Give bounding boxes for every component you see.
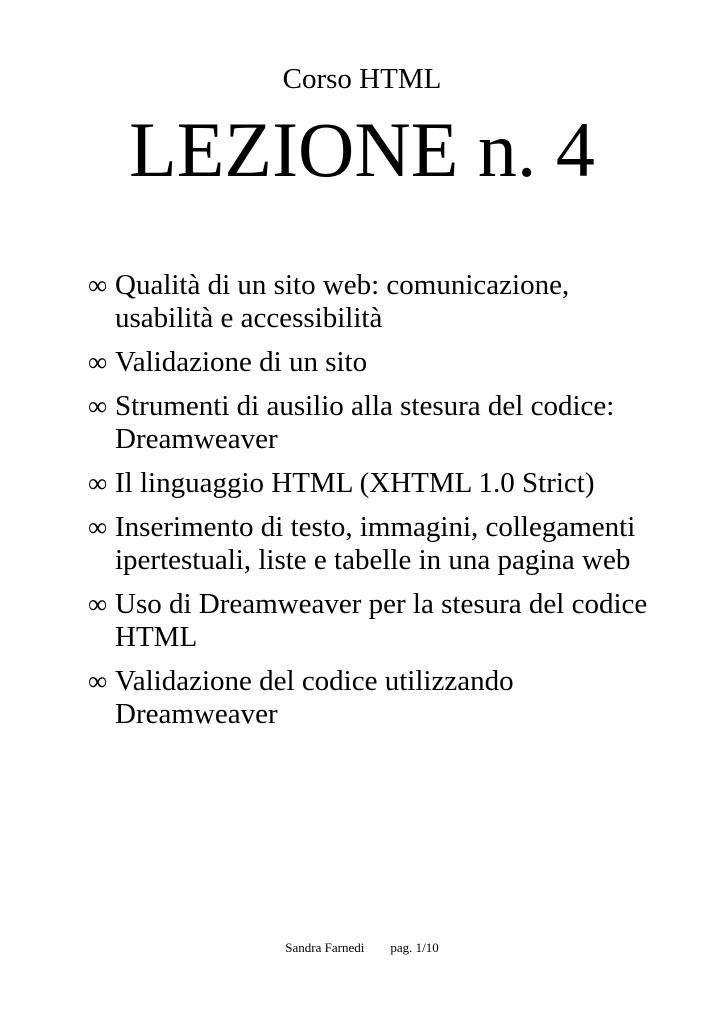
topic-text: Validazione del codice utilizzando Dreamweaver bbox=[115, 665, 514, 730]
infinity-bullet-icon: ∞ bbox=[88, 270, 108, 300]
topic-text: Qualità di un sito web: comunicazione, usabilità e accessibilità bbox=[115, 269, 570, 334]
topic-text: Strumenti di ausilio alla stesura del codice: Dreamweaver bbox=[115, 390, 615, 455]
infinity-bullet-icon: ∞ bbox=[88, 391, 108, 421]
page-footer bbox=[0, 940, 724, 956]
list-item bbox=[88, 511, 668, 577]
list-item bbox=[88, 467, 668, 500]
footer-page-number: pag. 1/10 bbox=[390, 940, 439, 955]
list-item bbox=[88, 269, 668, 335]
infinity-bullet-icon: ∞ bbox=[88, 468, 108, 498]
page-title: LEZIONE n. 4 bbox=[129, 106, 595, 193]
infinity-bullet-icon: ∞ bbox=[88, 589, 108, 619]
topic-text: Inserimento di testo, immagini, collegamenti ipertestuali, liste e tabelle in una pagina web bbox=[115, 511, 636, 576]
footer-author: Sandra Farnedi bbox=[285, 940, 365, 955]
infinity-bullet-icon: ∞ bbox=[88, 666, 108, 696]
topic-text: Uso di Dreamweaver per la stesura del codice HTML bbox=[115, 588, 648, 653]
list-item bbox=[88, 390, 668, 456]
topic-list bbox=[88, 269, 668, 742]
list-item bbox=[88, 346, 668, 379]
topic-text: Il linguaggio HTML (XHTML 1.0 Strict) bbox=[115, 467, 595, 499]
infinity-bullet-icon: ∞ bbox=[88, 512, 108, 542]
list-item bbox=[88, 588, 668, 654]
page-subtitle: Corso HTML bbox=[282, 63, 442, 95]
infinity-bullet-icon: ∞ bbox=[88, 347, 108, 377]
list-item bbox=[88, 665, 668, 731]
topic-text: Validazione di un sito bbox=[115, 346, 368, 378]
